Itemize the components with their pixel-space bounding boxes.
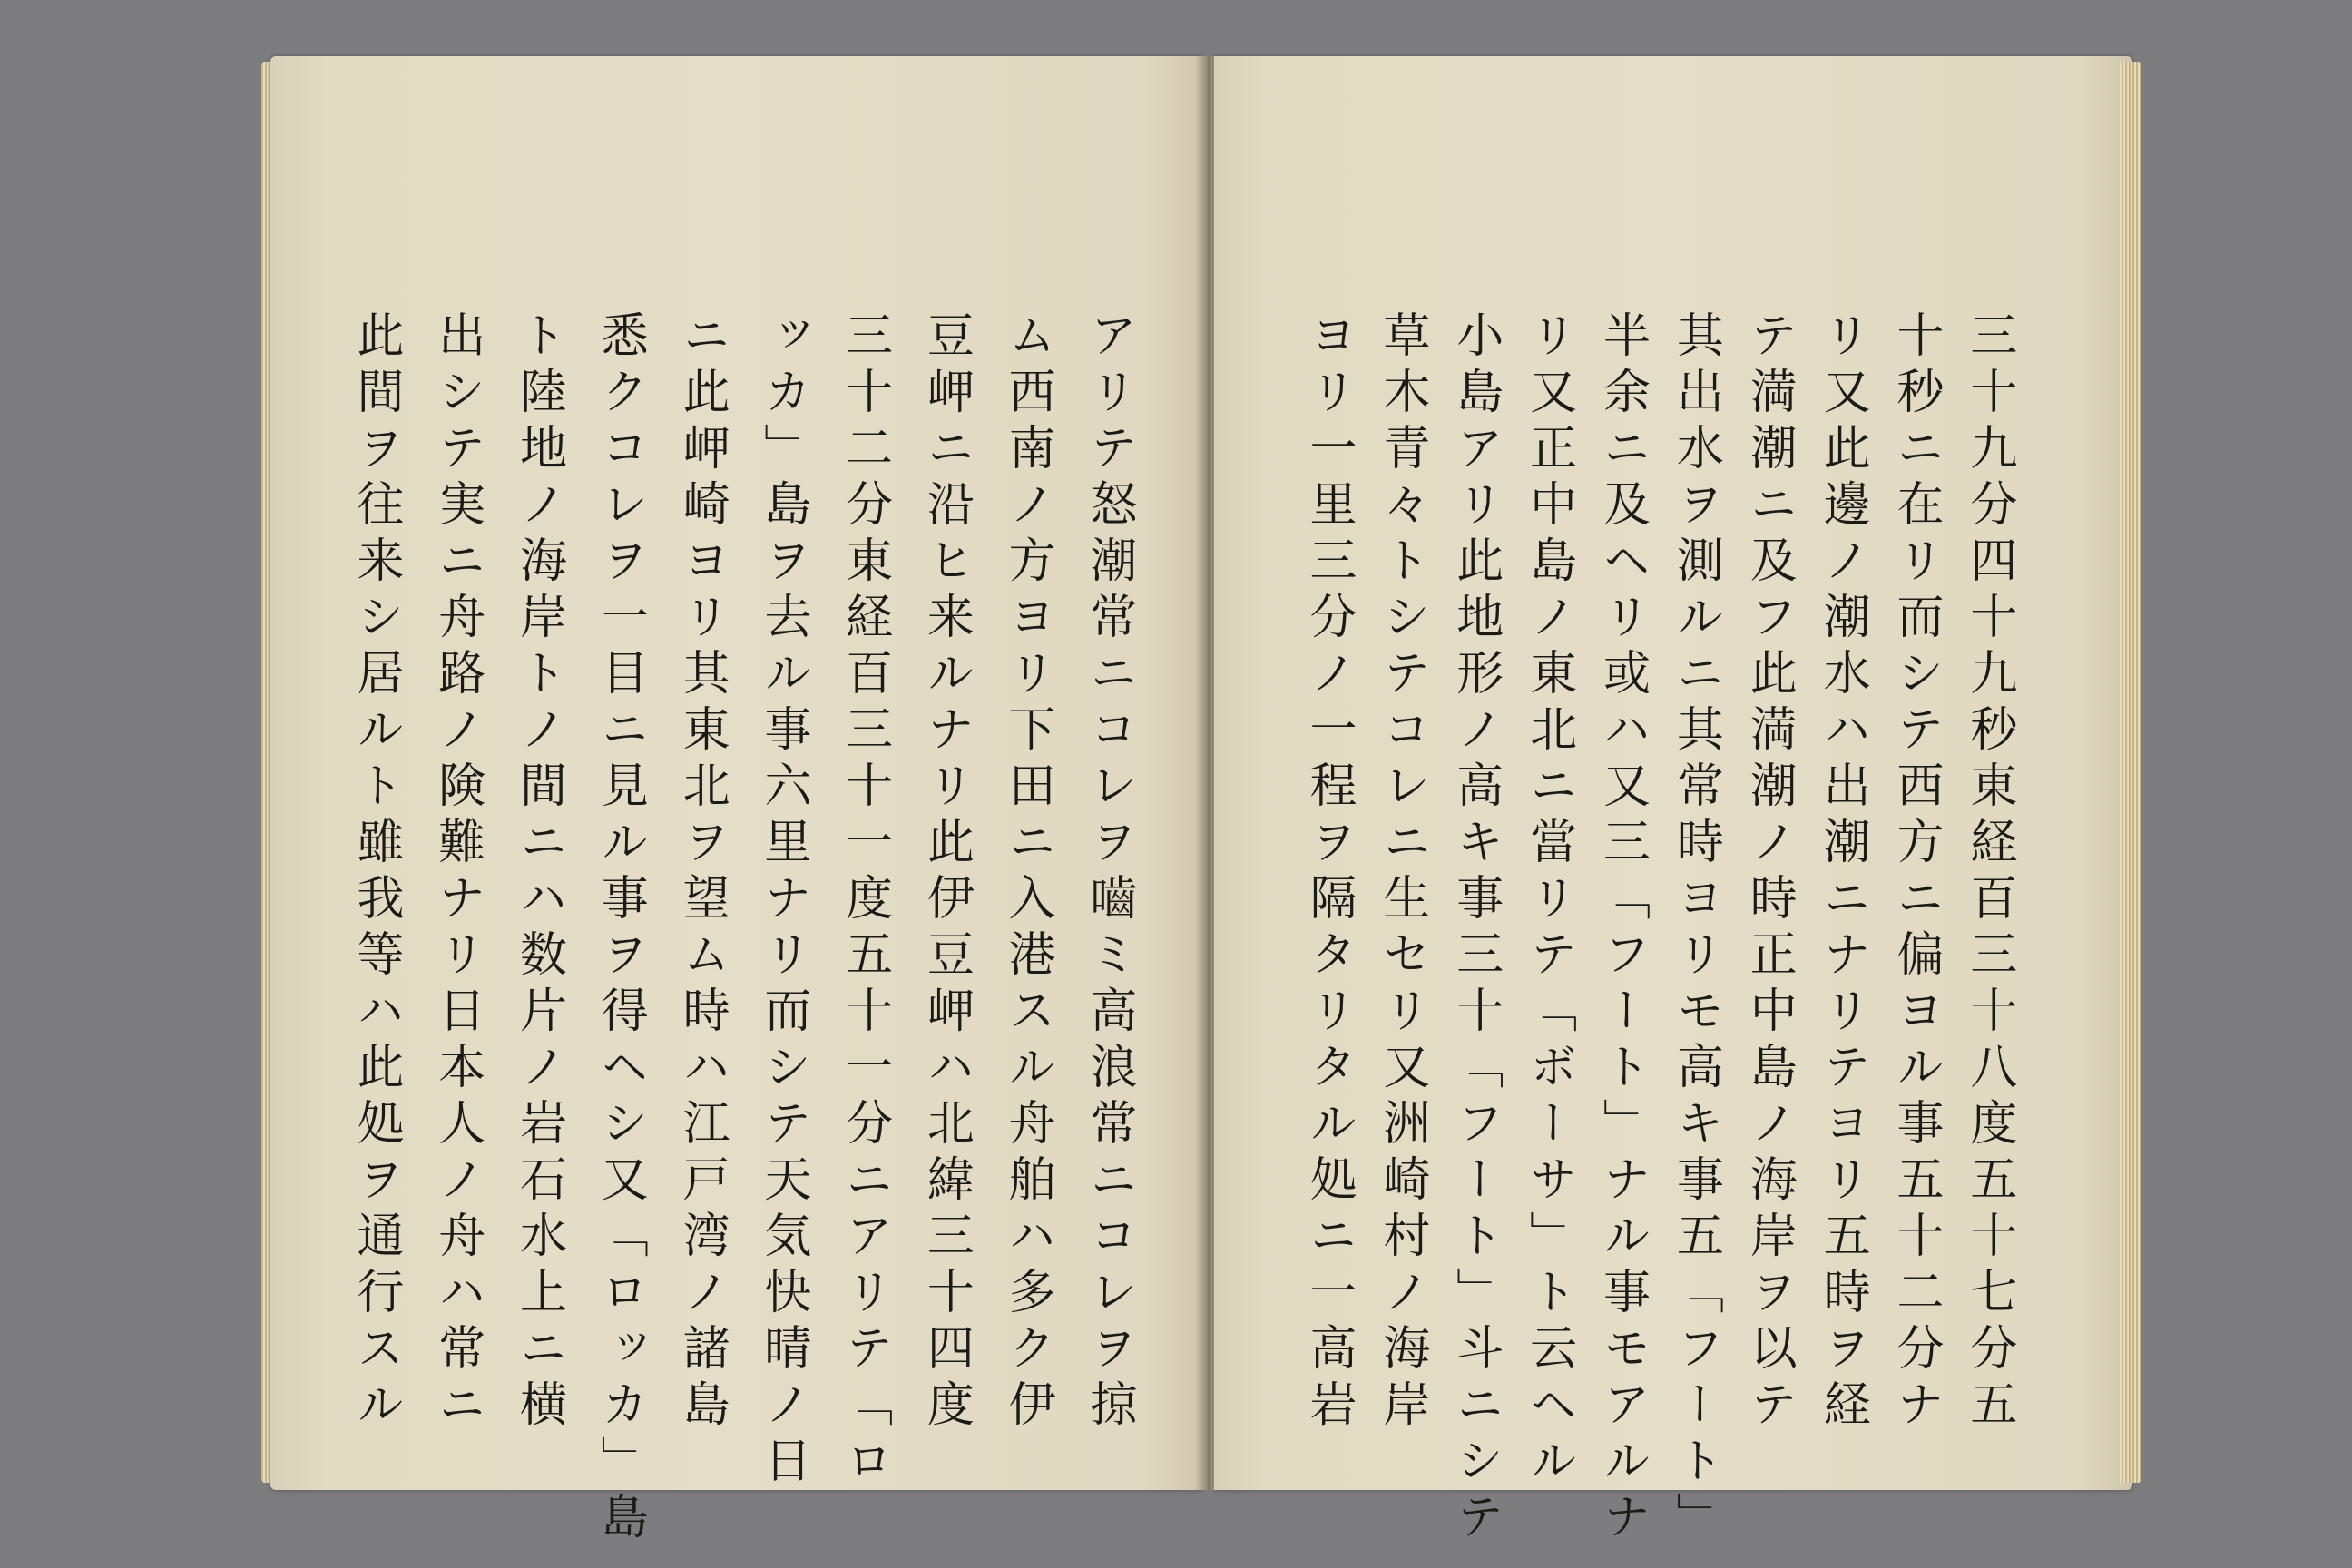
text-column: ニ此岬崎ヨリ其東北ヲ望ム時ハ江戸湾ノ諸島 — [674, 310, 730, 1436]
text-column: テ満潮ニ及フ此満潮ノ時正中島ノ海岸ヲ以テ — [1741, 310, 1797, 1436]
text-column: ッカ」島ヲ去ル事六里ナリ而シテ天気快晴ノ日 — [755, 310, 810, 1492]
right-page-edges — [2120, 62, 2141, 1483]
text-column: ヨリ一里三分ノ一程ヲ隔タリタル処ニ一高岩 — [1301, 310, 1356, 1436]
text-column: 此間ヲ往来シ居ルト雖我等ハ此処ヲ通行スル — [348, 310, 403, 1436]
text-column: ム西南ノ方ヨリ下田ニ入港スル舟舶ハ多ク伊 — [1000, 310, 1055, 1436]
text-column: 三十二分東経百三十一度五十一分ニアリテ「ロ — [837, 310, 892, 1492]
open-book — [261, 56, 2141, 1548]
text-column: 小島アリ此地形ノ高キ事三十「フート」斗ニシテ — [1447, 310, 1503, 1548]
text-column: リ又正中島ノ東北ニ當リテ「ボーサ」ト云ヘル — [1521, 310, 1576, 1492]
left-page — [270, 56, 1202, 1548]
left-page-text — [348, 310, 1136, 1548]
text-column: 草木青々トシテコレニ生セリ又洲崎村ノ海岸 — [1374, 310, 1429, 1436]
text-column: 十秒ニ在リ而シテ西方ニ偏ヨル事五十二分ナ — [1888, 310, 1943, 1436]
text-column: リ又此邊ノ潮水ハ出潮ニナリテヨリ五時ヲ経 — [1815, 310, 1870, 1436]
text-column: ト陸地ノ海岸トノ間ニハ数片ノ岩石水上ニ横 — [511, 310, 566, 1436]
text-column: 三十九分四十九秒東経百三十八度五十七分五 — [1961, 310, 2016, 1436]
text-column: 悉クコレヲ一目ニ見ル事ヲ得ヘシ又「ロッカ」島 — [593, 310, 648, 1548]
text-column: 豆岬ニ沿ヒ来ルナリ此伊豆岬ハ北緯三十四度 — [918, 310, 974, 1436]
text-column: 其出水ヲ測ルニ其常時ヨリモ高キ事五「フート」 — [1668, 310, 1723, 1548]
right-page — [1214, 56, 2132, 1548]
text-column: アリテ怒潮常ニコレヲ嚙ミ高浪常ニコレヲ掠 — [1081, 310, 1136, 1436]
text-column: 半余ニ及ヘリ或ハ又三「フート」ナル事モアルナ — [1594, 310, 1650, 1548]
right-page-text — [1301, 310, 2016, 1548]
text-column: 出シテ実ニ舟路ノ険難ナリ日本人ノ舟ハ常ニ — [429, 310, 485, 1436]
